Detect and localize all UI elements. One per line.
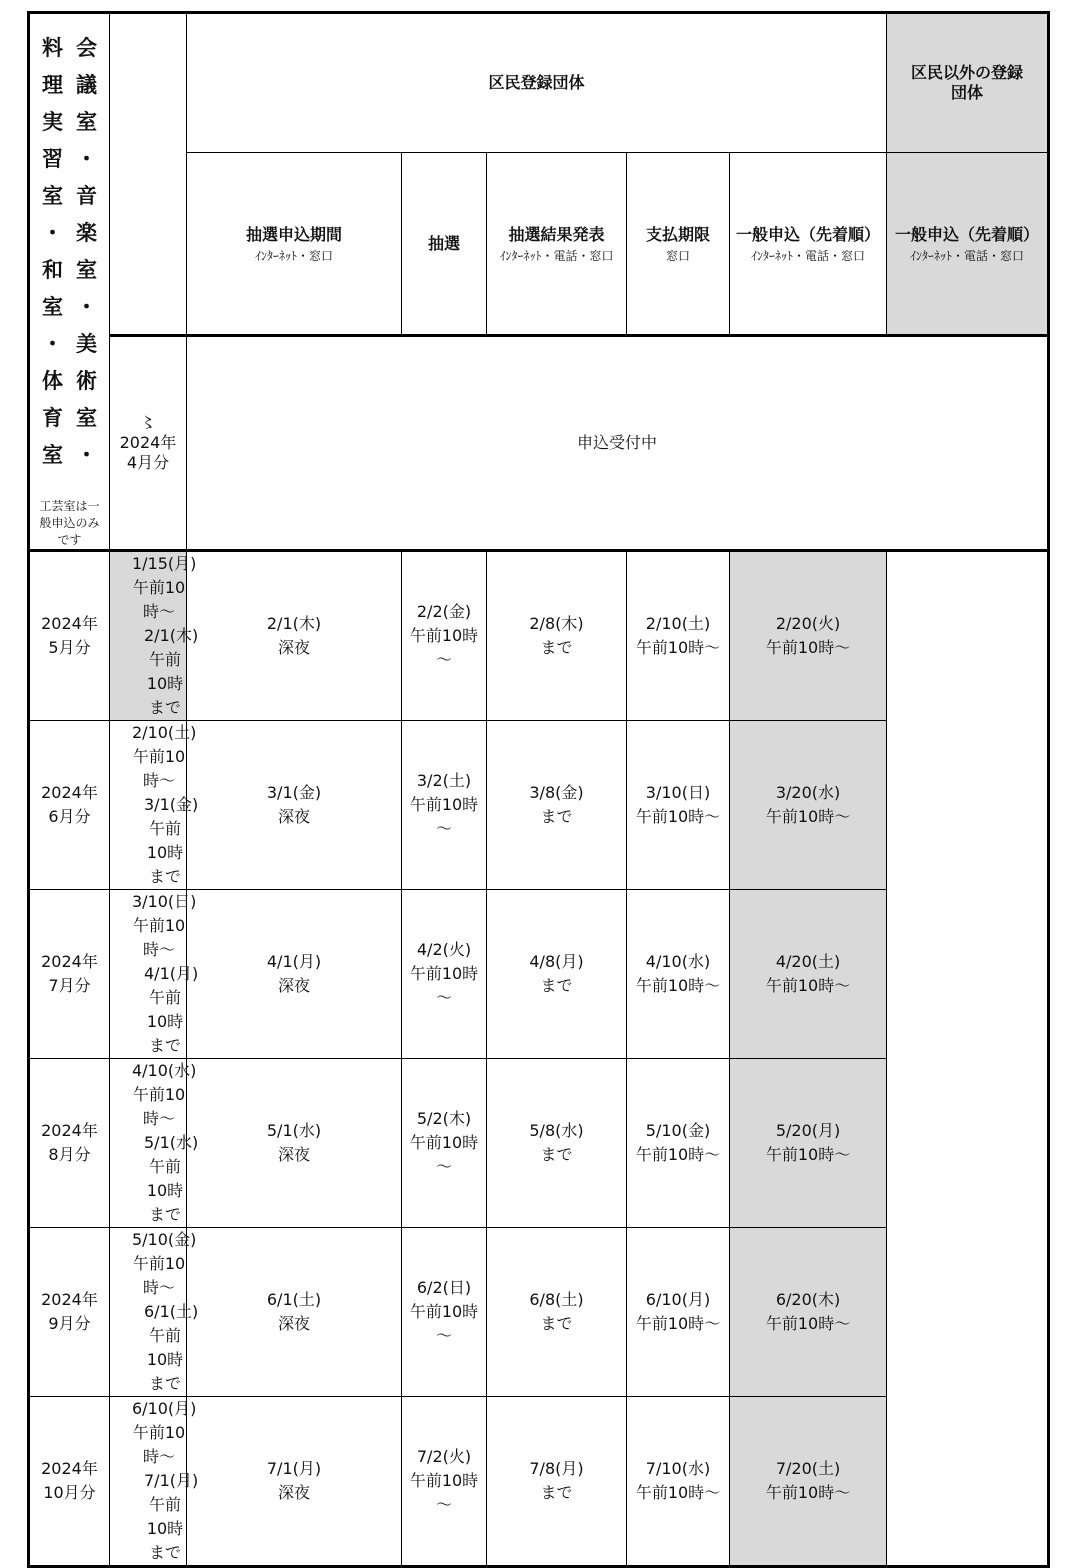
month-label-cell [29, 1228, 110, 1397]
column-header-sub: 窓口 [665, 248, 690, 263]
room-type-char: 室 [42, 184, 63, 208]
lottery-draw-cell [187, 1397, 402, 1567]
column-header [887, 153, 1049, 336]
general-application-general-time: 午前10時～ [635, 1483, 721, 1502]
result-announcement-result-date: 6/2(日) [416, 1278, 472, 1297]
current-month-year: 2024年 [119, 432, 177, 452]
other-group-application-other-date: 7/20(土) [775, 1459, 841, 1478]
lottery-draw-draw-time: 深夜 [277, 807, 310, 826]
other-group-application-other-date: 6/20(木) [775, 1290, 841, 1309]
column-header-title: 抽選 [427, 233, 460, 253]
month-label-year: 2024年 [41, 1459, 98, 1478]
schedule-row [29, 1059, 1049, 1228]
general-application-general-date: 5/10(金) [645, 1121, 711, 1140]
lottery-draw-draw-date: 4/1(月) [266, 952, 322, 971]
room-type-column [29, 13, 110, 551]
room-type-char: 室 [42, 443, 63, 467]
lottery-period-lottery-end: 3/1(金) 午前10時まで [144, 795, 199, 886]
month-label-year: 2024年 [41, 783, 98, 802]
payment-deadline-pay-until: まで [540, 1145, 573, 1164]
month-label-cell [29, 890, 110, 1059]
room-type-label [30, 34, 109, 470]
lottery-period-lottery-end: 6/1(土) 午前10時まで [144, 1302, 199, 1393]
lottery-period-lottery-start: 5/10(金) 午前10時～ [132, 1230, 197, 1297]
general-application-cell [627, 1228, 730, 1397]
column-header-sub: ｲﾝﾀｰﾈｯﾄ・電話・窓口 [751, 248, 866, 263]
lottery-draw-draw-date: 6/1(土) [266, 1290, 322, 1309]
result-announcement-result-time: 午前10時～ [409, 1133, 479, 1176]
room-type-char: 育 [42, 406, 63, 430]
lottery-draw-draw-time: 深夜 [277, 1314, 310, 1333]
lottery-period-lottery-start: 4/10(水) 午前10時～ [132, 1061, 197, 1128]
schedule-row [29, 890, 1049, 1059]
payment-deadline-cell [487, 551, 627, 721]
payment-deadline-pay-until: まで [540, 638, 573, 657]
payment-deadline-pay-until: まで [540, 807, 573, 826]
lottery-draw-draw-date: 2/1(木) [266, 614, 322, 633]
column-header-title: 抽選結果発表 [508, 224, 605, 244]
column-header-sub: ｲﾝﾀｰﾈｯﾄ・窓口 [254, 248, 333, 263]
other-group-application-other-time: 午前10時～ [765, 1145, 851, 1164]
room-type-char: 料 [42, 36, 63, 60]
column-header-title: 一般申込（先着順） [736, 224, 881, 244]
schedule-rows [29, 551, 1049, 1567]
room-type-char: 音 [76, 184, 97, 208]
month-label-cell [29, 721, 110, 890]
room-type-char: 実 [42, 110, 63, 134]
current-month-label [110, 335, 187, 550]
lottery-draw-draw-date: 3/1(金) [266, 783, 322, 802]
range-mark: 〻 [139, 412, 156, 432]
general-application-cell [627, 890, 730, 1059]
lottery-draw-cell [187, 1059, 402, 1228]
payment-deadline-pay-until: まで [540, 1483, 573, 1502]
column-header-sub: ｲﾝﾀｰﾈｯﾄ・電話・窓口 [910, 248, 1025, 263]
room-type-char: 楽 [76, 221, 97, 245]
lottery-draw-cell [187, 890, 402, 1059]
payment-deadline-pay-until: まで [540, 1314, 573, 1333]
result-announcement-result-date: 4/2(火) [416, 940, 472, 959]
schedule-table [27, 11, 1050, 1568]
room-type-char: ・ [76, 295, 97, 319]
other-group-application-cell [730, 721, 887, 890]
room-type-char: 体 [42, 369, 63, 393]
payment-deadline-cell [487, 890, 627, 1059]
header-other-group: 区民以外の登録団体 [887, 13, 1049, 153]
lottery-period-cell [110, 551, 199, 721]
month-label-month: 8月分 [48, 1145, 91, 1164]
general-application-general-date: 2/10(土) [645, 614, 711, 633]
lottery-draw-draw-time: 深夜 [277, 638, 310, 657]
lottery-period-cell [110, 1397, 199, 1567]
month-label-month: 5月分 [48, 638, 91, 657]
general-application-general-date: 3/10(日) [645, 783, 711, 802]
other-group-application-cell [730, 1397, 887, 1567]
month-label-year: 2024年 [41, 952, 98, 971]
payment-deadline-pay-date: 7/8(月) [529, 1459, 584, 1478]
room-type-char: 室 [76, 258, 97, 282]
lottery-period-cell [110, 890, 199, 1059]
payment-deadline-pay-date: 5/8(水) [529, 1121, 584, 1140]
general-application-general-time: 午前10時～ [635, 1145, 721, 1164]
lottery-draw-cell [187, 1228, 402, 1397]
other-group-application-other-date: 3/20(水) [775, 783, 841, 802]
lottery-draw-draw-time: 深夜 [277, 976, 310, 995]
other-group-application-other-date: 4/20(土) [775, 952, 841, 971]
general-application-general-time: 午前10時～ [635, 807, 721, 826]
lottery-period-lottery-end: 2/1(木) 午前10時まで [144, 626, 199, 717]
other-group-application-other-time: 午前10時～ [765, 807, 851, 826]
month-label-cell [29, 1059, 110, 1228]
payment-deadline-cell [487, 1059, 627, 1228]
result-announcement-result-date: 2/2(金) [416, 602, 472, 621]
lottery-draw-draw-time: 深夜 [277, 1483, 310, 1502]
general-application-cell [627, 1059, 730, 1228]
schedule-row [29, 1397, 1049, 1567]
lottery-period-lottery-end: 7/1(月) 午前10時まで [144, 1471, 199, 1562]
schedule-row [29, 551, 1049, 721]
payment-deadline-pay-date: 3/8(金) [529, 783, 584, 802]
result-announcement-result-time: 午前10時～ [409, 1302, 479, 1345]
general-application-cell [627, 1397, 730, 1567]
general-application-general-date: 6/10(月) [645, 1290, 711, 1309]
payment-deadline-pay-until: まで [540, 976, 573, 995]
current-month-month: 4月分 [126, 452, 170, 472]
lottery-period-lottery-start: 2/10(土) 午前10時～ [132, 723, 197, 790]
payment-deadline-pay-date: 2/8(木) [529, 614, 584, 633]
other-group-application-other-time: 午前10時～ [765, 976, 851, 995]
month-label-year: 2024年 [41, 1121, 98, 1140]
general-application-cell [627, 721, 730, 890]
result-announcement-cell [402, 721, 487, 890]
room-type-char: 室 [76, 406, 97, 430]
column-header [187, 153, 402, 336]
lottery-period-lottery-start: 1/15(月) 午前10時～ [132, 554, 197, 621]
general-application-general-date: 4/10(水) [645, 952, 711, 971]
general-application-general-time: 午前10時～ [635, 1314, 721, 1333]
payment-deadline-cell [487, 1228, 627, 1397]
result-announcement-result-date: 3/2(土) [416, 771, 472, 790]
header-registered-group: 区民登録団体 [187, 13, 887, 153]
month-label-month: 6月分 [48, 807, 91, 826]
other-group-application-cell [730, 1228, 887, 1397]
other-group-application-other-time: 午前10時～ [765, 1483, 851, 1502]
month-label-year: 2024年 [41, 1290, 98, 1309]
result-announcement-result-time: 午前10時～ [409, 626, 479, 669]
other-group-application-other-time: 午前10時～ [765, 1314, 851, 1333]
result-announcement-cell [402, 890, 487, 1059]
column-header-title: 抽選申込期間 [245, 224, 342, 244]
month-label-cell [29, 1397, 110, 1567]
column-header [487, 153, 627, 336]
general-application-cell [627, 551, 730, 721]
result-announcement-result-date: 5/2(木) [416, 1109, 472, 1128]
lottery-period-lottery-end: 4/1(月) 午前10時まで [144, 964, 199, 1055]
lottery-period-cell [110, 1228, 199, 1397]
room-type-char: ・ [76, 147, 97, 171]
month-label-month: 7月分 [48, 976, 91, 995]
column-header [402, 153, 487, 336]
lottery-period-cell [110, 721, 199, 890]
header-blank-cell [110, 13, 187, 336]
column-header-title: 一般申込（先着順） [895, 224, 1040, 244]
lottery-draw-draw-date: 5/1(水) [266, 1121, 322, 1140]
lottery-period-lottery-end: 5/1(水) 午前10時まで [144, 1133, 199, 1224]
room-type-char: ・ [42, 332, 63, 356]
column-header [730, 153, 887, 336]
payment-deadline-pay-date: 6/8(土) [529, 1290, 584, 1309]
result-announcement-cell [402, 1397, 487, 1567]
room-type-char: 議 [76, 73, 97, 97]
month-label-cell [29, 551, 110, 721]
other-group-application-cell [730, 890, 887, 1059]
result-announcement-result-time: 午前10時～ [409, 795, 479, 838]
month-label-year: 2024年 [41, 614, 98, 633]
room-type-char: 習 [42, 147, 63, 171]
lottery-period-lottery-start: 6/10(月) 午前10時～ [132, 1399, 197, 1466]
result-announcement-result-time: 午前10時～ [409, 1471, 479, 1514]
column-header-sub: ｲﾝﾀｰﾈｯﾄ・電話・窓口 [499, 248, 614, 263]
lottery-draw-cell [187, 551, 402, 721]
payment-deadline-pay-date: 4/8(月) [529, 952, 584, 971]
general-application-general-time: 午前10時～ [635, 638, 721, 657]
crafts-room-note: 工芸室は一般申込のみです [39, 499, 100, 547]
result-announcement-result-time: 午前10時～ [409, 964, 479, 1007]
room-type-char: ・ [76, 443, 97, 467]
column-header-title: 支払期限 [645, 224, 710, 244]
column-header [627, 153, 730, 336]
room-type-char: 室 [42, 295, 63, 319]
lottery-draw-draw-date: 7/1(月) [266, 1459, 322, 1478]
other-group-application-cell [730, 551, 887, 721]
payment-deadline-cell [487, 1397, 627, 1567]
room-type-char: 和 [42, 258, 63, 282]
lottery-period-lottery-start: 3/10(日) 午前10時～ [132, 892, 197, 959]
lottery-draw-cell [187, 721, 402, 890]
other-group-application-cell [730, 1059, 887, 1228]
room-type-char: 室 [76, 110, 97, 134]
general-application-general-time: 午前10時～ [635, 976, 721, 995]
other-group-application-other-time: 午前10時～ [765, 638, 851, 657]
room-type-char: 理 [42, 73, 63, 97]
lottery-draw-draw-time: 深夜 [277, 1145, 310, 1164]
room-type-char: 会 [76, 36, 97, 60]
lottery-period-cell [110, 1059, 199, 1228]
general-application-general-date: 7/10(水) [645, 1459, 711, 1478]
result-announcement-cell [402, 551, 487, 721]
room-type-char: 術 [76, 369, 97, 393]
accepting-status: 申込受付中 [187, 335, 1049, 550]
current-month-row [29, 335, 1049, 550]
other-group-application-other-date: 2/20(火) [775, 614, 841, 633]
room-type-char: ・ [42, 221, 63, 245]
room-type-char: 美 [76, 332, 97, 356]
schedule-row [29, 1228, 1049, 1397]
month-label-month: 10月分 [43, 1483, 96, 1502]
month-label-month: 9月分 [48, 1314, 91, 1333]
payment-deadline-cell [487, 721, 627, 890]
result-announcement-result-date: 7/2(火) [416, 1447, 472, 1466]
other-group-application-other-date: 5/20(月) [775, 1121, 841, 1140]
result-announcement-cell [402, 1228, 487, 1397]
result-announcement-cell [402, 1059, 487, 1228]
schedule-row [29, 721, 1049, 890]
